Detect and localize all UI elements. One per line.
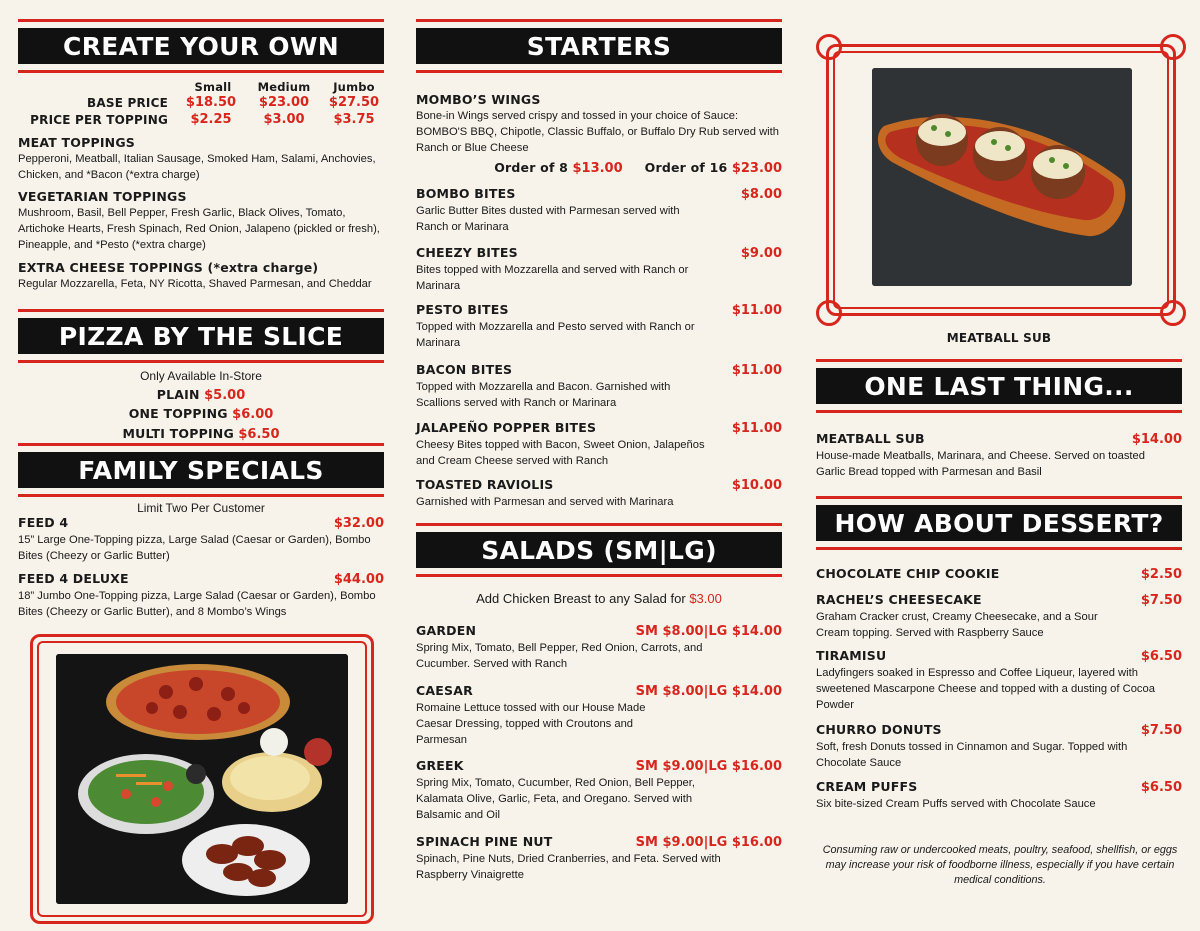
slice-multi-price: $6.50 — [238, 427, 280, 442]
starter-item-desc: Garlic Butter Bites dusted with Parmesan served with Ranch or Marinara — [416, 205, 680, 233]
salad-item-desc: Spring Mix, Tomato, Bell Pepper, Red Onion, Carrots, and Cucumber. Served with Ranch — [416, 642, 703, 670]
vegetarian-toppings-desc: Mushroom, Basil, Bell Pepper, Fresh Garlic, Black Olives, Tomato, Artichoke Hearts, Fresh Spinach, Red Onion, Jalapeno (pickled or fresh), Pineapple, and *Pesto (*extra charge) — [18, 207, 380, 251]
dessert-item-desc: Soft, fresh Donuts tossed in Cinnamon and Sugar. Topped with Chocolate Sauce — [816, 741, 1128, 769]
salad-item-price: SM $9.00|LG $16.00 — [635, 759, 782, 774]
middle-column — [416, 0, 782, 931]
salad-note-price: $3.00 — [689, 591, 722, 606]
salad-item-price: SM $8.00|LG $14.00 — [635, 624, 782, 639]
starter-item-price: $11.00 — [731, 421, 782, 436]
wings-order8-price: $13.00 — [572, 161, 623, 176]
meat-toppings-title: MEAT TOPPINGS — [18, 135, 136, 150]
base-price-small: $18.50 — [185, 95, 237, 110]
family-meal-illustration — [56, 654, 348, 904]
starter-item-wings — [416, 92, 782, 177]
starter-item-name: BACON BITES — [416, 362, 513, 377]
topping-price-small: $2.25 — [190, 112, 232, 127]
starter-item-desc: Cheesy Bites topped with Bacon, Sweet Onion, Jalapeños and Cream Cheese served with Ranch — [416, 439, 705, 467]
salad-item-caesar — [416, 683, 782, 748]
salad-item-name: GARDEN — [416, 623, 477, 638]
starter-item-cheezy-bites — [416, 245, 782, 294]
dessert-item-cheesecake — [816, 592, 1182, 641]
vegetarian-toppings — [18, 189, 384, 253]
salad-item-name: SPINACH PINE NUT — [416, 834, 553, 849]
base-price-label: BASE PRICE — [87, 96, 168, 110]
slice-plain-price: $5.00 — [204, 388, 246, 403]
sub-photo-frame — [826, 44, 1176, 316]
family-item-feed4 — [18, 515, 384, 564]
wings-order8-label: Order of 8 — [494, 160, 569, 175]
starter-item-price: $11.00 — [731, 363, 782, 378]
family-photo-frame — [30, 634, 374, 924]
pizza-by-slice-banner — [18, 309, 384, 363]
extra-cheese-desc: Regular Mozzarella, Feta, NY Ricotta, Shaved Parmesan, and Cheddar — [18, 278, 372, 290]
salad-item-price: SM $8.00|LG $14.00 — [635, 684, 782, 699]
starter-item-bacon-bites — [416, 362, 782, 411]
topping-price-medium: $3.00 — [263, 112, 305, 127]
family-item-feed4-deluxe — [18, 571, 384, 620]
one-last-thing-title: ONE LAST THING... — [816, 368, 1182, 404]
base-price-medium: $23.00 — [258, 95, 310, 110]
left-column — [18, 0, 384, 931]
dessert-item-price: $7.50 — [1140, 593, 1182, 608]
family-item-name: FEED 4 DELUXE — [18, 571, 129, 586]
salad-item-greek — [416, 758, 782, 823]
last-item-name: MEATBALL SUB — [816, 431, 925, 446]
salad-item-price: SM $9.00|LG $16.00 — [635, 835, 782, 850]
starter-item-pesto-bites — [416, 302, 782, 351]
family-item-name: FEED 4 — [18, 515, 69, 530]
dessert-item-name: CHURRO DONUTS — [816, 722, 942, 737]
dessert-item-cookie — [816, 566, 1182, 582]
right-column — [816, 0, 1182, 931]
family-note: Limit Two Per Customer — [137, 501, 265, 515]
salad-item-desc: Romaine Lettuce tossed with our House Made Caesar Dressing, topped with Croutons and Parmesan — [416, 702, 646, 746]
salads-title: SALADS (SM|LG) — [416, 532, 782, 568]
base-price-jumbo: $27.50 — [328, 95, 380, 110]
starter-item-name: MOMBO’S WINGS — [416, 92, 541, 107]
starter-item-toasted-raviolis — [416, 477, 782, 510]
starter-item-price: $9.00 — [740, 246, 782, 261]
last-item-desc: House-made Meatballs, Marinara, and Cheese. Served on toasted Garlic Bread topped with Parmesan and Basil — [816, 450, 1145, 478]
dessert-item-desc: Six bite-sized Cream Puffs served with Chocolate Sauce — [816, 798, 1096, 810]
size-medium: Medium — [257, 80, 311, 94]
extra-cheese-toppings — [18, 260, 384, 292]
dessert-title: HOW ABOUT DESSERT? — [816, 505, 1182, 541]
family-item-price: $44.00 — [333, 572, 384, 587]
extra-cheese-title: EXTRA CHEESE TOPPINGS (*extra charge) — [18, 260, 319, 275]
last-item-meatball-sub — [816, 431, 1182, 480]
dessert-item-price: $2.50 — [1140, 567, 1182, 582]
salad-note-text: Add Chicken Breast to any Salad for — [476, 591, 686, 606]
salad-item-name: GREEK — [416, 758, 464, 773]
pizza-by-slice-title: PIZZA BY THE SLICE — [18, 318, 384, 354]
salads-banner — [416, 523, 782, 577]
salad-item-spinach-pine-nut — [416, 834, 782, 883]
dessert-item-name: RACHEL’S CHEESECAKE — [816, 592, 982, 607]
starter-item-desc: Topped with Mozzarella and Bacon. Garnished with Scallions served with Ranch or Marinara — [416, 381, 671, 409]
starter-item-name: CHEEZY BITES — [416, 245, 518, 260]
dessert-item-tiramisu — [816, 648, 1182, 713]
starter-item-name: PESTO BITES — [416, 302, 509, 317]
slice-one-price: $6.00 — [232, 407, 274, 422]
family-specials-banner — [18, 443, 384, 497]
salad-item-garden — [416, 623, 782, 672]
family-item-desc: 18” Jumbo One-Topping pizza, Large Salad (Caesar or Garden), Bombo Bites (Cheezy or Garlic Butter), and 8 Mombo’s Wings — [18, 590, 376, 618]
starter-item-name: TOASTED RAVIOLIS — [416, 477, 554, 492]
salad-item-desc: Spinach, Pine Nuts, Dried Cranberries, and Feta. Served with Raspberry Vinaigrette — [416, 853, 721, 881]
family-meal-photo — [56, 654, 348, 904]
meatball-sub-photo — [872, 68, 1132, 286]
dessert-item-churro-donuts — [816, 722, 1182, 771]
dessert-item-name: TIRAMISU — [816, 648, 887, 663]
meat-toppings-desc: Pepperoni, Meatball, Italian Sausage, Smoked Ham, Salami, Anchovies, Chicken, and *Bacon (*extra charge) — [18, 153, 376, 181]
photo-caption: MEATBALL SUB — [946, 331, 1052, 345]
salad-note — [416, 591, 782, 606]
slice-multi-label: MULTI TOPPING — [122, 426, 234, 441]
starter-item-bombo-bites — [416, 186, 782, 235]
slice-multi-topping — [18, 425, 384, 443]
slice-note: Only Available In-Store — [140, 369, 262, 383]
starter-item-name: JALAPEÑO POPPER BITES — [416, 420, 597, 435]
dessert-item-cream-puffs — [816, 779, 1182, 812]
starters-banner — [416, 19, 782, 73]
dessert-item-price: $7.50 — [1140, 723, 1182, 738]
family-item-desc: 15” Large One-Topping pizza, Large Salad (Caesar or Garden), Bombo Bites (Cheezy or Garlic Butter) — [18, 534, 371, 562]
starter-item-desc: Garnished with Parmesan and served with Marinara — [416, 496, 674, 508]
topping-price-label: PRICE PER TOPPING — [30, 113, 168, 127]
family-specials-title: FAMILY SPECIALS — [18, 452, 384, 488]
starter-item-price: $10.00 — [731, 478, 782, 493]
dessert-item-desc: Ladyfingers soaked in Espresso and Coffee Liqueur, layered with sweetened Mascarpone Cheese and topped with a dusting of Cocoa Powder — [816, 667, 1155, 711]
salad-item-name: CAESAR — [416, 683, 473, 698]
wings-order16-price: $23.00 — [731, 161, 782, 176]
salad-item-desc: Spring Mix, Tomato, Cucumber, Red Onion, Bell Pepper, Kalamata Olive, Garlic, Feta, and Oregano. Served with Balsamic and Oil — [416, 777, 695, 821]
vegetarian-toppings-title: VEGETARIAN TOPPINGS — [18, 189, 187, 204]
dessert-banner — [816, 496, 1182, 550]
slice-one-label: ONE TOPPING — [128, 406, 228, 421]
dessert-item-name: CHOCOLATE CHIP COOKIE — [816, 566, 1000, 581]
size-jumbo: Jumbo — [333, 80, 375, 94]
meatball-sub-illustration — [872, 68, 1132, 286]
starter-item-price: $8.00 — [740, 187, 782, 202]
starter-item-desc: Bites topped with Mozzarella and served with Ranch or Marinara — [416, 264, 689, 292]
slice-one-topping — [18, 405, 384, 423]
starters-title: STARTERS — [416, 28, 782, 64]
wings-order16-label: Order of 16 — [644, 160, 728, 175]
one-last-thing-banner — [816, 359, 1182, 413]
last-item-price: $14.00 — [1131, 432, 1182, 447]
create-your-own-title: CREATE YOUR OWN — [18, 28, 384, 64]
starter-item-jalapeno-bites — [416, 420, 782, 469]
size-small: Small — [194, 80, 232, 94]
slice-plain-label: PLAIN — [156, 387, 200, 402]
topping-price-jumbo: $3.75 — [333, 112, 375, 127]
starter-item-price: $11.00 — [731, 303, 782, 318]
slice-plain — [18, 386, 384, 404]
create-your-own-banner — [18, 19, 384, 73]
starter-item-desc: Topped with Mozzarella and Pesto served with Ranch or Marinara — [416, 321, 695, 349]
dessert-item-price: $6.50 — [1140, 780, 1182, 795]
starter-item-name: BOMBO BITES — [416, 186, 516, 201]
starter-item-desc: Bone-in Wings served crispy and tossed in your choice of Sauce: BOMBO'S BBQ, Chipotle, Classic Buffalo, or Buffalo Dry Rub served with Ranch or Blue Cheese — [416, 110, 779, 154]
food-safety-disclaimer: Consuming raw or undercooked meats, poultry, seafood, shellfish, or eggs may increase your risk of foodborne illness, especially if you have certain medical conditions. — [822, 844, 1178, 886]
dessert-item-name: CREAM PUFFS — [816, 779, 918, 794]
family-item-price: $32.00 — [333, 516, 384, 531]
dessert-item-price: $6.50 — [1140, 649, 1182, 664]
meat-toppings — [18, 135, 384, 183]
dessert-item-desc: Graham Cracker crust, Creamy Cheesecake, and a Sour Cream topping. Served with Raspberry Sauce — [816, 611, 1098, 639]
